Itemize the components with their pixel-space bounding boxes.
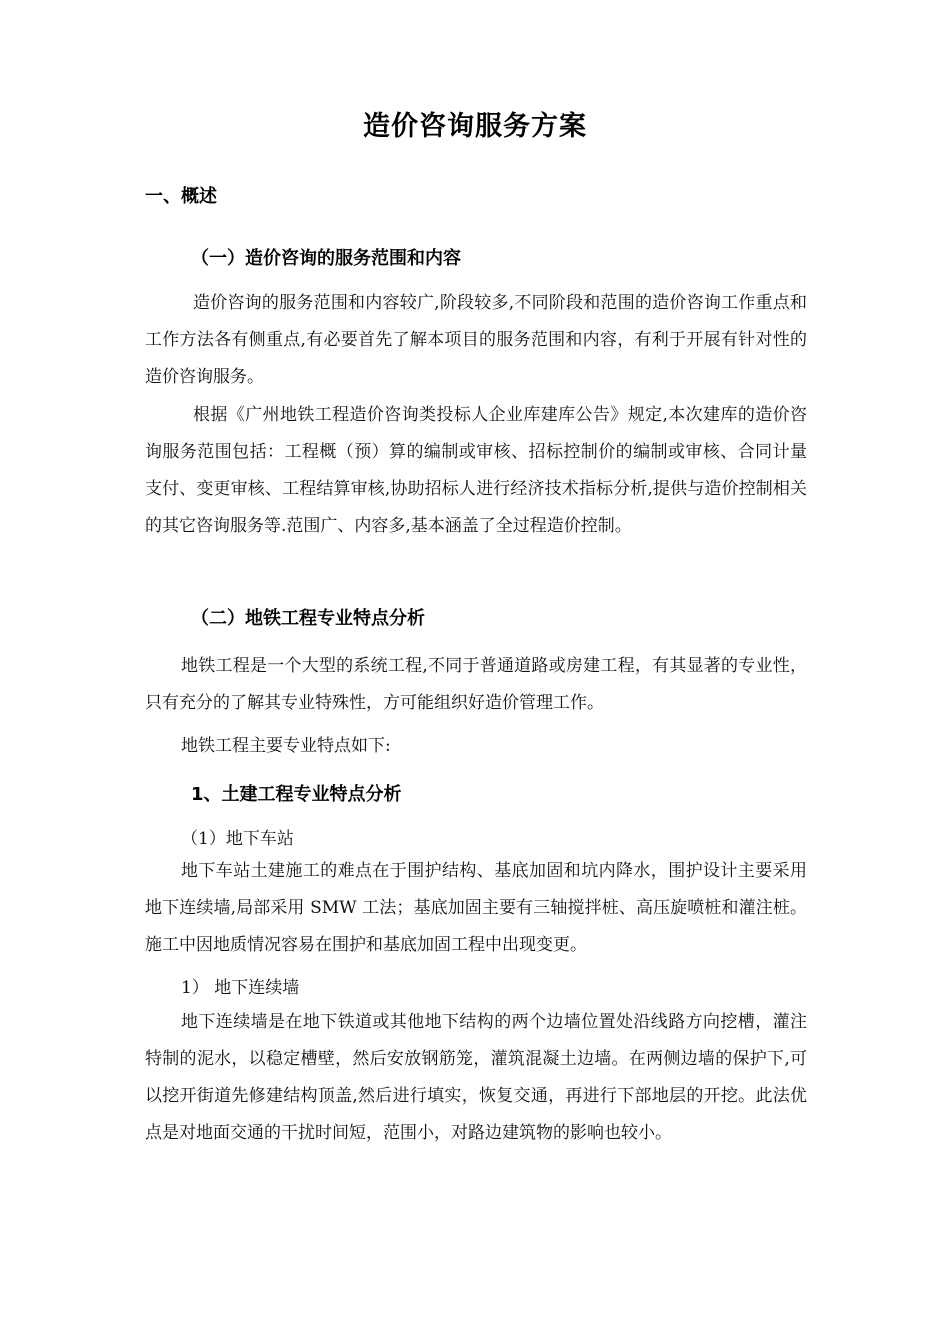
document-title: 造价咨询服务方案: [363, 111, 587, 142]
section-heading-overview: 一、概述: [145, 186, 217, 207]
list-item-diaphragm-wall: 1） 地下连续墙: [181, 978, 300, 998]
paragraph-scope-detail: 根据《广州地铁工程造价咨询类投标人企业库建库公告》规定,本次建库的造价咨询服务范围包括：工程概（预）算的编制或审核、招标控制价的编制或审核、合同计量支付、变更审核、工程结算审核,协助招标人进行经济技术指标分析,提供与造价控制相关的其它咨询服务等.范围广、内容多,基本涵盖了全过程造价控制。: [145, 405, 807, 536]
paragraph-metro-features: 地铁工程主要专业特点如下:: [181, 736, 391, 756]
list-item-underground-station: （1）地下车站: [181, 829, 294, 849]
subsection-heading-scope: （一）造价咨询的服务范围和内容: [191, 248, 461, 269]
paragraph-scope-intro: 造价咨询的服务范围和内容较广,阶段较多,不同阶段和范围的造价咨询工作重点和工作方法各有侧重点,有必要首先了解本项目的服务范围和内容，有利于开展有针对性的造价咨询服务。: [145, 293, 807, 387]
paragraph-metro-intro: 地铁工程是一个大型的系统工程,不同于普通道路或房建工程，有其显著的专业性，只有充分的了解其专业特殊性，方可能组织好造价管理工作。: [145, 656, 807, 713]
paragraph-diaphragm-wall: 地下连续墙是在地下铁道或其他地下结构的两个边墙位置处沿线路方向挖槽，灌注特制的泥水，以稳定槽壁，然后安放钢筋笼，灌筑混凝土边墙。在两侧边墙的保护下,可以挖开街道先修建结构顶盖,然后进行填实，恢复交通，再进行下部地层的开挖。此法优点是对地面交通的干扰时间短，范围小，对路边建筑物的影响也较小。: [145, 1012, 807, 1143]
paragraph-underground-station: 地下车站土建施工的难点在于围护结构、基底加固和坑内降水，围护设计主要采用地下连续墙,局部采用 SMW 工法；基底加固主要有三轴搅拌桩、高压旋喷桩和灌注桩。施工中因地质情况容易在围护和基底加固工程中出现变更。: [145, 861, 807, 955]
subsection-heading-metro: （二）地铁工程专业特点分析: [191, 608, 425, 629]
subsection-heading-civil: 1、土建工程专业特点分析: [191, 784, 402, 805]
